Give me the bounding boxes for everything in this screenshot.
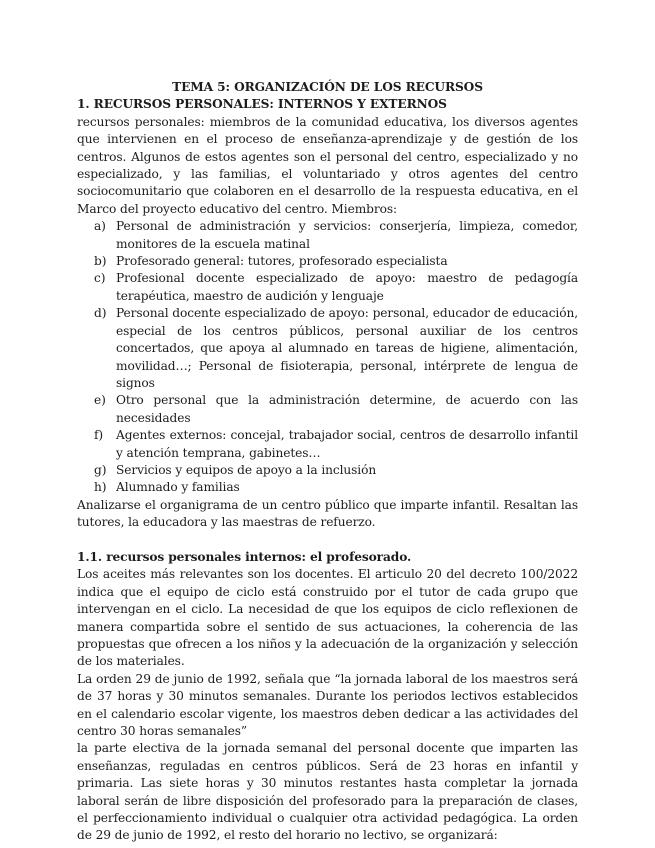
list-marker: e) [94,393,106,408]
section-1-heading: 1. RECURSOS PERSONALES: INTERNOS Y EXTERNOS [77,97,447,112]
document-page [77,79,578,845]
list-item [77,270,578,305]
document-title: TEMA 5: ORGANIZACIÓN DE LOS RECURSOS [172,80,483,94]
members-list [77,218,578,497]
list-item-text: Otro personal que la administración determine, de acuerdo con las necesidades [116,393,578,425]
list-item [77,253,578,270]
list-marker: d) [94,306,107,321]
list-item [77,392,578,427]
list-item-text: Profesional docente especializado de apoyo: maestro de pedagogía terapéutica, maestro de audición y lenguaje [116,271,578,303]
list-marker: b) [94,254,107,269]
list-item-text: Profesorado general: tutores, profesorado especialista [116,254,448,269]
section-1-1-paragraph-1: Los aceites más relevantes son los docentes. El articulo 20 del decreto 100/2022 indica que el equipo de ciclo está construido por el tutor de cada grupo que intervengan en el ciclo. La necesidad de que los equipos de ciclo reflexionen de manera compartida sobre el sentido de sus actuaciones, la coherencia de las propuestas que ofrecen a los niños y la adecuación de la organización y selección de los materiales. [77,567,578,669]
section-1-1-paragraph-3: la parte electiva de la jornada semanal del personal docente que imparten las enseñanzas, reguladas en centros públicos. Será de 23 horas en infantil y primaria. Las siete horas y 30 minutos restantes hasta completar la jornada laboral serán de libre disposición del profesorado para la preparación de clases, el perfeccionamiento individual o cualquier otra actividad pedagógica. La orden de 29 de junio de 1992, el resto del horario no lectivo, se organizará: [77,741,578,843]
list-item [77,305,578,392]
list-item [77,479,578,496]
list-item-text: Alumnado y familias [116,480,240,495]
section-1-intro: recursos personales: miembros de la comunidad educativa, los diversos agentes que intervienen en el proceso de enseñanza-aprendizaje y de gestión de los centros. Algunos de estos agentes son el personal del centro, especializado y no especializado, y las familias, el voluntariado y otros agentes del centro sociocomunitario que colaboren en el desarrollo de la respuesta educativa, en el Marco del proyecto educativo del centro. Miembros: [77,114,578,216]
section-1-outro: Analizarse el organigrama de un centro público que imparte infantil. Resaltan las tutores, la educadora y las maestras de refuerzo. [77,497,578,530]
list-item-text: Personal de administración y servicios: conserjería, limpieza, comedor, monitores de la escuela matinal [116,219,578,251]
list-marker: a) [94,219,106,234]
section-1-1-heading: 1.1. recursos personales internos: el profesorado. [77,549,412,564]
list-item [77,218,578,253]
section-1-1-paragraph-2: La orden 29 de junio de 1992, señala que “la jornada laboral de los maestros será de 37 horas y 30 minutos semanales. Durante los periodos lectivos establecidos en el calendario escolar vigente, los maestros deben dedicar a las actividades del centro 30 horas semanales” [77,671,578,739]
list-item-text: Agentes externos: concejal, trabajador social, centros de desarrollo infantil y atención temprana, gabinetes… [116,428,578,460]
list-marker: c) [94,271,106,286]
list-marker: h) [94,480,107,495]
list-item [77,462,578,479]
list-item-text: Servicios y equipos de apoyo a la inclusión [116,462,377,477]
list-item [77,427,578,462]
list-marker: g) [94,462,107,477]
list-item-text: Personal docente especializado de apoyo: personal, educador de educación, especial de los centros públicos, personal auxiliar de los centros concertados, que apoya al alumnado en tareas de higiene, alimentación, movilidad…; Personal de fisioterapia, personal, intérprete de lengua de signos [116,306,578,390]
list-marker: f) [94,428,104,443]
